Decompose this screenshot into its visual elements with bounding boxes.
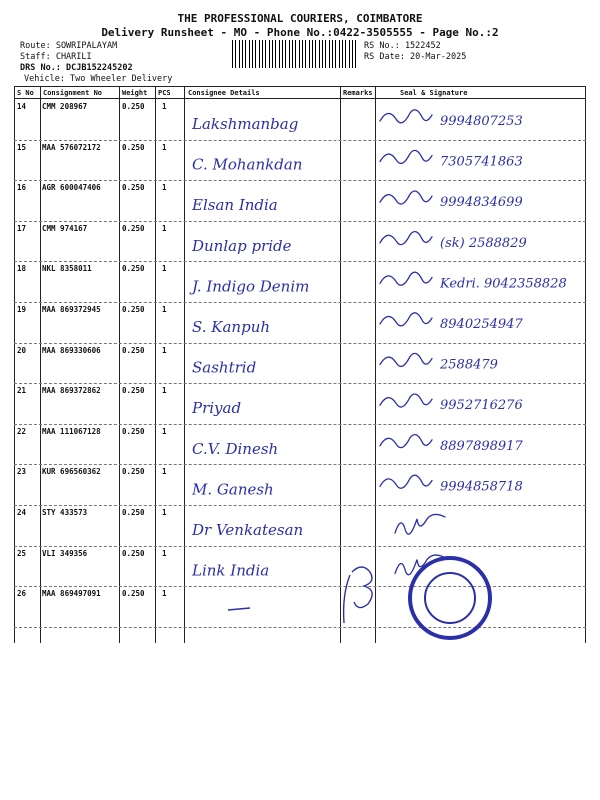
barcode-bar — [285, 40, 286, 68]
row-weight: 0.250 — [122, 589, 145, 599]
barcode-bar — [319, 40, 320, 68]
row-pcs: 1 — [162, 386, 167, 396]
row-sno: 23 — [17, 467, 27, 477]
barcode-bar — [262, 40, 263, 68]
barcode-bar — [309, 40, 310, 68]
row-sno: 25 — [17, 548, 27, 558]
row-weight: 0.250 — [122, 345, 145, 355]
signature-scribble — [380, 313, 432, 326]
barcode-bar — [325, 40, 326, 68]
row-divider — [14, 261, 586, 262]
col-header-consignee: Consignee Details — [188, 89, 260, 97]
row-consignment-no: MAA 111067128 — [42, 426, 101, 436]
row-pcs: 1 — [162, 102, 167, 111]
row-sno: 21 — [17, 386, 27, 396]
table-top-border — [14, 86, 586, 87]
consignee-handwriting: Sashtrid — [192, 358, 257, 377]
barcode-bar — [279, 40, 280, 68]
barcode-bar — [335, 40, 336, 68]
signature-phone: 2588479 — [440, 357, 498, 373]
row-weight: 0.250 — [122, 183, 145, 193]
row-consignment-no: VLI 349356 — [42, 548, 88, 558]
row-sno: 18 — [17, 264, 27, 274]
row-divider — [14, 464, 586, 465]
row-sno: 15 — [17, 142, 27, 152]
staff-label: Staff: CHARILI — [20, 52, 92, 62]
row-consignment-no: CMM 208967 — [42, 102, 88, 111]
row-weight: 0.250 — [122, 305, 145, 314]
signature-phone: 9994858718 — [440, 479, 523, 495]
col-header-weight: Weight — [122, 89, 148, 97]
col-header-sno: S No — [17, 89, 34, 97]
row-weight: 0.250 — [122, 467, 145, 477]
signature-phone: 9994834699 — [440, 195, 523, 211]
barcode-bar — [292, 40, 293, 68]
barcode-bar — [275, 40, 276, 68]
barcode-bar — [345, 40, 346, 68]
barcode-bar — [312, 40, 313, 68]
col-divider — [375, 86, 376, 643]
row-pcs: 1 — [162, 426, 167, 436]
signature-scribble — [380, 150, 432, 163]
runsheet-subtitle: Delivery Runsheet - MO - Phone No.:0422-3505555 - Page No.:2 — [101, 26, 499, 39]
barcode-bar — [289, 40, 290, 68]
col-header-consignment: Consignment No — [43, 89, 103, 97]
consignee-handwriting: Lakshmanbag — [192, 115, 299, 133]
barcode-bar — [339, 40, 340, 68]
row-consignment-no: MAA 869372862 — [42, 386, 101, 396]
signature-scribble — [380, 353, 432, 366]
consignee-handwriting: Dr Venkatesan — [192, 521, 304, 539]
barcode-bar — [255, 40, 256, 68]
company-title: THE PROFESSIONAL COURIERS, COIMBATORE — [177, 12, 423, 25]
row-consignment-no: MAA 869330606 — [42, 345, 101, 355]
barcode-bar — [352, 40, 353, 68]
company-seal — [408, 556, 492, 640]
signature-scribble — [380, 191, 432, 204]
signature-scribble — [380, 272, 432, 285]
row-weight: 0.250 — [122, 548, 145, 558]
row-sno: 26 — [17, 589, 27, 599]
row-consignment-no: CMM 974167 — [42, 223, 88, 233]
signature-scribble — [395, 514, 445, 534]
remarks-scribble — [344, 567, 373, 623]
vehicle-label: Vehicle: Two Wheeler Delivery — [24, 74, 173, 84]
barcode-bar — [295, 40, 296, 68]
rs-number: RS No.: 1522452 — [364, 41, 441, 51]
row-weight: 0.250 — [122, 223, 145, 233]
row-weight: 0.250 — [122, 426, 145, 436]
consignee-handwriting: S. Kanpuh — [192, 318, 271, 336]
consignee-handwriting: C. Mohankdan — [192, 155, 303, 174]
row-consignment-no: AGR 600047406 — [42, 183, 101, 193]
barcode-bar — [245, 40, 246, 68]
row-divider — [14, 505, 586, 506]
barcode-bar — [272, 40, 273, 68]
consignee-handwriting: Elsan India — [192, 196, 278, 215]
consignee-handwriting: C.V. Dinesh — [192, 439, 279, 458]
barcode-bar — [349, 40, 350, 68]
signature-phone: 8897898917 — [440, 438, 523, 454]
seal-inner-ring — [424, 572, 476, 624]
row-divider — [14, 180, 586, 181]
row-sno: 22 — [17, 426, 27, 436]
row-sno: 20 — [17, 345, 27, 355]
row-pcs: 1 — [162, 589, 167, 599]
row-divider — [14, 383, 586, 384]
route-label: Route: SOWRIPALAYAM — [20, 41, 118, 51]
barcode-bar — [315, 40, 316, 68]
row-pcs: 1 — [162, 305, 167, 314]
row-consignment-no: NKL 8358011 — [42, 264, 92, 274]
signature-phone: 9952716276 — [440, 398, 523, 414]
signature-phone: Kedri. 9042358828 — [440, 276, 567, 292]
col-divider — [119, 86, 120, 643]
row-consignment-no: STY 433573 — [42, 508, 88, 517]
barcode-bar — [232, 40, 233, 68]
drs-number: DRS No.: DCJB152245202 — [20, 63, 133, 73]
consignee-handwriting: Link India — [192, 561, 270, 580]
row-pcs: 1 — [162, 345, 167, 355]
barcode-bar — [242, 40, 243, 68]
row-divider — [14, 140, 586, 141]
row-sno: 17 — [17, 223, 27, 233]
table-header-border — [14, 98, 586, 99]
col-divider — [184, 86, 185, 643]
row-consignment-no: KUR 696560362 — [42, 467, 101, 477]
row-weight: 0.250 — [122, 142, 145, 152]
signature-scribble — [380, 394, 432, 407]
barcode-bar — [302, 40, 303, 68]
consignee-handwriting: J. Indigo Denim — [192, 277, 310, 296]
consignee-handwriting: Priyad — [192, 399, 242, 418]
row-sno: 14 — [17, 102, 27, 111]
row-consignment-no: MAA 869497091 — [42, 589, 101, 599]
row-divider — [14, 586, 586, 587]
barcode-bar — [282, 40, 283, 68]
signature-phone: 8940254947 — [440, 317, 523, 332]
row-pcs: 1 — [162, 548, 167, 558]
consignee-handwriting: Dunlap pride — [192, 236, 292, 255]
signature-phone: 9994807253 — [440, 114, 523, 129]
row-divider — [14, 546, 586, 547]
row-weight: 0.250 — [122, 386, 145, 396]
barcode-bar — [342, 40, 343, 68]
signature-scribble — [380, 110, 432, 123]
row-pcs: 1 — [162, 508, 167, 517]
col-divider — [340, 86, 341, 643]
barcode-bar — [239, 40, 240, 68]
barcode-bar — [332, 40, 333, 68]
dash-mark — [228, 608, 250, 610]
barcode-bar — [305, 40, 306, 68]
row-divider — [14, 221, 586, 222]
barcode-bar — [259, 40, 260, 68]
row-weight: 0.250 — [122, 102, 145, 111]
barcode-bar — [265, 40, 266, 68]
row-divider — [14, 424, 586, 425]
row-weight: 0.250 — [122, 508, 145, 517]
signature-scribble — [380, 475, 432, 488]
barcode-bar — [355, 40, 356, 68]
row-consignment-no: MAA 576072172 — [42, 142, 101, 152]
barcode-image — [232, 40, 357, 68]
row-pcs: 1 — [162, 467, 167, 477]
col-divider — [40, 86, 41, 643]
barcode-bar — [322, 40, 323, 68]
signature-phone: (sk) 2588829 — [440, 235, 527, 251]
row-pcs: 1 — [162, 183, 167, 193]
row-sno: 19 — [17, 305, 27, 314]
col-divider — [14, 86, 15, 643]
col-divider — [585, 86, 586, 643]
barcode-bar — [252, 40, 253, 68]
barcode-bar — [269, 40, 270, 68]
row-divider — [14, 302, 586, 303]
col-header-pcs: PCS — [158, 89, 171, 97]
row-divider — [14, 343, 586, 344]
row-pcs: 1 — [162, 264, 167, 274]
barcode-bar — [249, 40, 250, 68]
row-divider — [14, 627, 586, 628]
signature-scribble — [380, 435, 432, 448]
barcode-bar — [329, 40, 330, 68]
barcode-bar — [235, 40, 236, 68]
row-sno: 16 — [17, 183, 27, 193]
row-pcs: 1 — [162, 223, 167, 233]
row-consignment-no: MAA 869372945 — [42, 305, 101, 314]
row-pcs: 1 — [162, 142, 167, 152]
row-sno: 24 — [17, 508, 27, 517]
signature-phone: 7305741863 — [440, 154, 523, 170]
signature-scribble — [380, 232, 432, 245]
col-divider — [155, 86, 156, 643]
barcode-bar — [299, 40, 300, 68]
row-weight: 0.250 — [122, 264, 145, 274]
col-header-remarks: Remarks — [343, 89, 373, 97]
rs-date: RS Date: 20-Mar-2025 — [364, 52, 467, 62]
col-header-signature: Seal & Signature — [400, 89, 468, 97]
consignee-handwriting: M. Ganesh — [192, 480, 274, 499]
